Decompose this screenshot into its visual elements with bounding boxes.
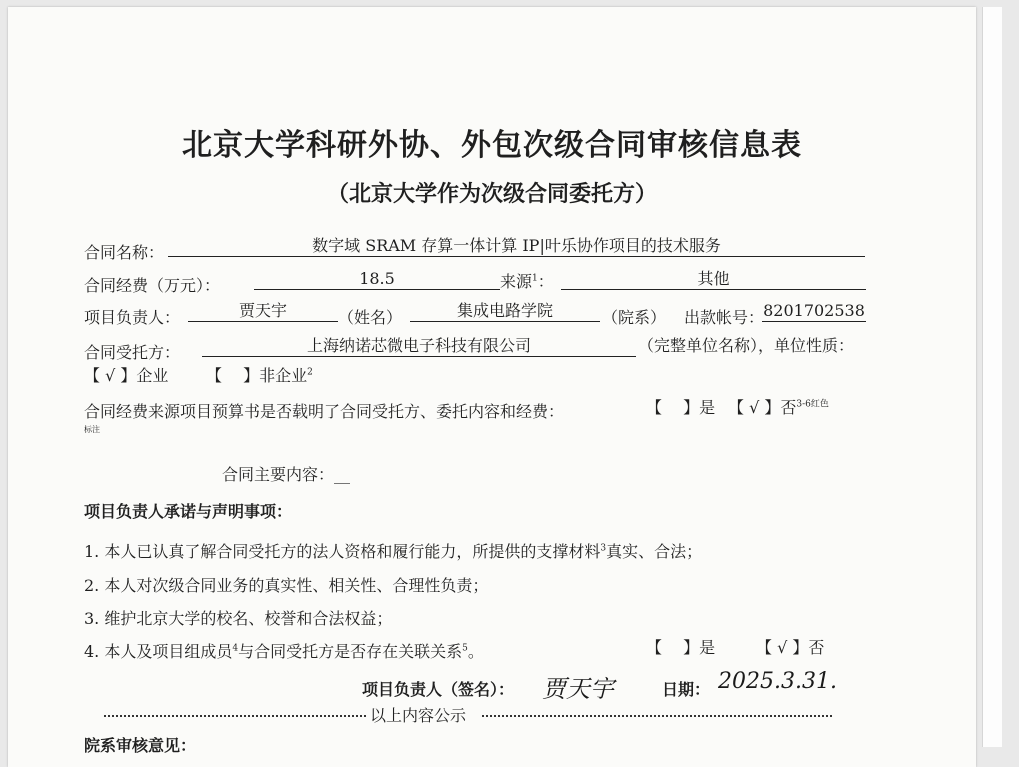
- budget-question: 合同经费来源项目预算书是否载明了合同受托方、委托内容和经费：: [84, 402, 565, 421]
- relation-yes-checkbox: 【 】是: [646, 638, 716, 657]
- public-notice-divider: 以上内容公示: [370, 706, 467, 725]
- date-label: 日期：: [662, 680, 711, 699]
- contract-name-value: 数字域 SRAM 存算一体计算 IP|叶乐协作项目的技术服务: [168, 236, 865, 257]
- contract-fee-value: 18.5: [254, 269, 500, 290]
- next-page-edge: [982, 7, 1002, 747]
- commitment-item-1: 1. 本人已认真了解合同受托方的法人资格和履行能力，所提供的支撑材料$^3$真实、合法；: [84, 542, 703, 561]
- document-page: [8, 7, 976, 767]
- department-suffix: （院系）: [602, 308, 667, 327]
- project-leader-value: 贾天宇: [188, 301, 338, 322]
- commitment-heading: 项目负责人承诺与声明事项：: [84, 502, 293, 521]
- enterprise-checkbox: 【 √ 】企业: [84, 366, 169, 385]
- department-value: 集成电路学院: [410, 301, 600, 322]
- fee-source-value: 其他: [561, 269, 866, 290]
- budget-no-checkbox: 【 √ 】否$^{3-6红色}$: [728, 398, 829, 417]
- contract-name-label: 合同名称：: [84, 243, 165, 262]
- divider-dots-right: [482, 715, 832, 717]
- contractor-value: 上海纳诺芯微电子科技有限公司: [202, 336, 636, 357]
- account-value: 8201702538: [763, 301, 865, 320]
- department-review-label: 院系审核意见：: [84, 736, 197, 755]
- document-subtitle: （北京大学作为次级合同委托方）: [326, 181, 657, 207]
- main-content-label: 合同主要内容：__: [222, 465, 351, 484]
- project-leader-label: 项目负责人：: [84, 308, 181, 327]
- divider-dots-left: [104, 715, 366, 717]
- document-title: 北京大学科研外协、外包次级合同审核信息表: [182, 128, 802, 163]
- commitment-item-4: 4. 本人及项目组成员$^4$与合同受托方是否存在关联关系$^5$。: [84, 642, 484, 661]
- commitment-item-2: 2. 本人对次级合同业务的真实性、相关性、合理性负责；: [84, 576, 489, 595]
- budget-yes-checkbox: 【 】是: [646, 398, 716, 417]
- account-label: 出款帐号：: [684, 308, 765, 327]
- budget-note: 标注: [84, 425, 100, 434]
- non-enterprise-checkbox: 【 】非企业$^2$: [206, 366, 313, 385]
- handwritten-signature: 贾天宇: [542, 675, 614, 703]
- fee-source-label: 来源$^1$：: [500, 272, 554, 291]
- leader-name-suffix: （姓名）: [338, 308, 403, 327]
- relation-no-checkbox: 【 √ 】否: [756, 638, 825, 657]
- commitment-item-3: 3. 维护北京大学的校名、校誉和合法权益；: [84, 609, 393, 628]
- handwritten-date: 2025.3.31.: [718, 669, 837, 694]
- contractor-label: 合同受托方：: [84, 343, 181, 362]
- signature-label: 项目负责人（签名）：: [362, 680, 515, 699]
- contractor-suffix: （完整单位名称），单位性质：: [638, 336, 855, 355]
- contract-fee-label: 合同经费（万元）：: [84, 276, 221, 295]
